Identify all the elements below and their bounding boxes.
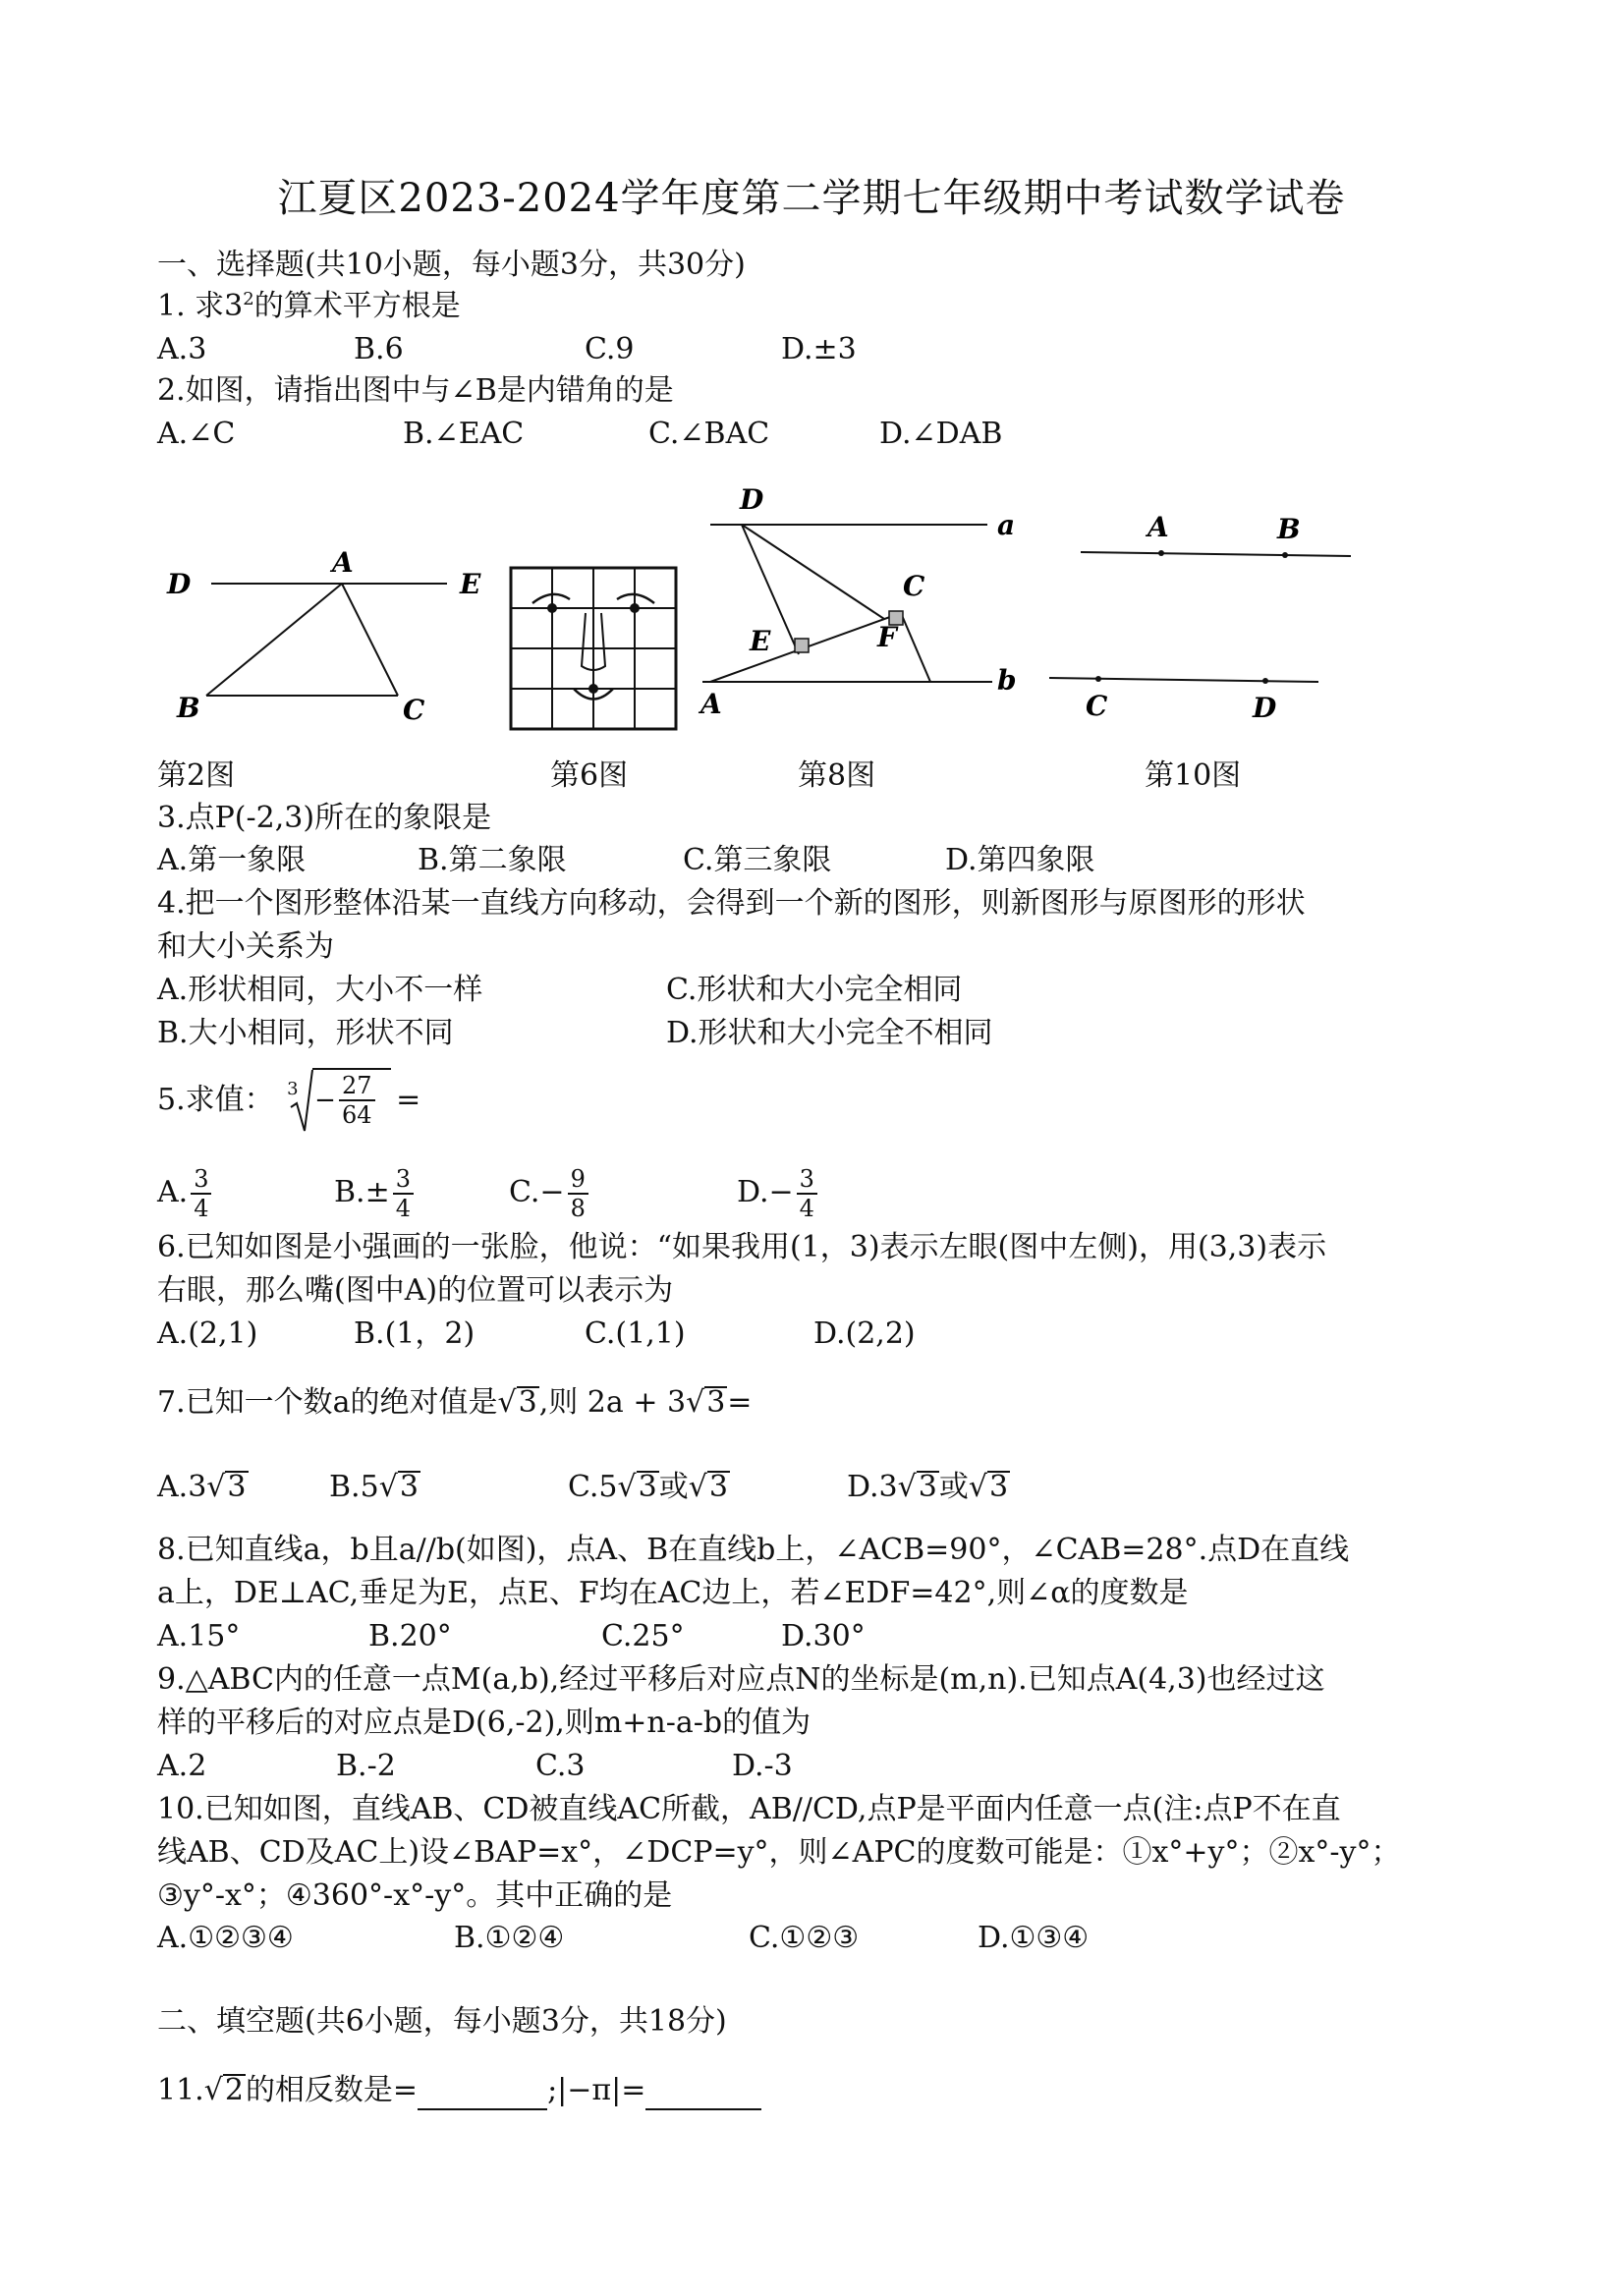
fig8-label-e: E [750,625,771,657]
section-1-heading: 一、选择题(共10小题，每小题3分，共30分) [157,248,746,282]
q5-d-sign: − [768,1175,794,1209]
question-6-line-1: 6.已知如图是小强画的一张脸，他说：“如果我用(1，3)表示左眼(图中左侧)，用(3,3)表示 [157,1230,1327,1264]
fig2-label-e: E [460,568,481,600]
q7-c-label: C. [568,1470,599,1504]
q5-d-label: D. [737,1175,769,1209]
q5-c-den: 8 [570,1195,586,1222]
q5-c-sign: − [539,1175,565,1209]
q5-option-c [509,1165,591,1222]
question-3: 3.点P(-2,3)所在的象限是 [157,801,492,835]
q5-b-sign: ± [364,1175,390,1209]
q7-b-root: 3 [399,1470,419,1504]
q7-d-or: 或 [938,1470,969,1504]
q5-b-den: 4 [395,1195,412,1222]
q7-a-root: 3 [227,1470,247,1504]
q7-b-label: B. [329,1470,361,1504]
q7-d-label: D. [847,1470,879,1504]
q5-radicand-sign: − [314,1086,336,1115]
q7-option-a: A.3√3 [157,1470,247,1504]
q7-b-coef: 5 [360,1470,379,1504]
page-title: 江夏区2023-2024学年度第二学期七年级期中考试数学试卷 [277,176,1346,221]
q6-option-a: A.(2,1) [157,1316,258,1351]
q7-stem-c: = [727,1385,753,1420]
q7-a-coef: 3 [188,1470,207,1504]
q5-denominator: 64 [341,1101,372,1129]
q7-root-1: 3 [518,1385,537,1420]
question-8-line-2: a上，DE⊥AC,垂足为E，点E、F均在AC边上，若∠EDF=42°,则∠α的度数是 [157,1576,1189,1610]
q10-option-d: D.①③④ [978,1921,1090,1955]
q11-text-a: 的相反数是= [245,2073,419,2107]
q7-c-root: 3 [638,1470,657,1504]
q2-option-d: D.∠DAB [879,417,1003,451]
q9-option-b: B.-2 [336,1749,396,1783]
q1-stem-end: 的算术平方根是 [253,289,461,323]
fig8-label-a-line: a [997,509,1016,541]
q7-c-coef: 5 [598,1470,618,1504]
question-10-line-1: 10.已知如图，直线AB、CD被直线AC所截，AB//CD,点P是平面内任意一点(注:点P不在直 [157,1792,1341,1826]
q1-stem: 1. 求3 [157,289,244,323]
figure-8-parallel-triangle [693,481,1032,727]
q11-root: 2 [224,2073,244,2107]
q5-option-d [737,1165,820,1222]
q5-c-num: 9 [568,1165,588,1195]
q7-a-label: A. [157,1470,189,1504]
question-2: 2.如图，请指出图中与∠B是内错角的是 [157,373,674,408]
q5-d-num: 3 [797,1165,817,1195]
caption-figure-10: 第10图 [1145,758,1242,793]
q8-option-a: A.15° [157,1619,241,1653]
q8-option-b: B.20° [368,1619,452,1653]
q5-a-num: 3 [191,1165,211,1195]
q7-stem-b: ,则 2a + 3 [538,1385,687,1420]
question-6-line-2: 右眼，那么嘴(图中A)的位置可以表示为 [157,1273,674,1308]
q5-d-den: 4 [799,1195,814,1222]
q9-option-a: A.2 [157,1749,207,1783]
q10-option-b: B.①②④ [454,1921,565,1955]
question-8-line-1: 8.已知直线a，b且a//b(如图)，点A、B在直线b上，∠ACB=90°，∠CAB=28°.点D在直线 [157,1533,1350,1567]
q1-option-d: D.±3 [781,332,857,366]
fig10-label-d: D [1253,692,1277,724]
right-eye-dot [630,603,640,613]
fig10-label-c: C [1086,690,1108,722]
q7-d-coef: 3 [878,1470,898,1504]
q3-option-c: C.第三象限 [683,843,832,877]
q11-text-b: ;|−π|= [547,2073,646,2107]
q6-option-d: D.(2,2) [813,1316,916,1351]
q3-option-d: D.第四象限 [945,843,1095,877]
fig8-label-f: F [877,621,897,653]
q5-b-num: 3 [393,1165,414,1195]
radical-sign-icon [289,1068,314,1135]
question-4-line-1: 4.把一个图形整体沿某一直线方向移动，会得到一个新的图形，则新图形与原图形的形状 [157,886,1306,921]
fig8-label-c: C [903,570,925,602]
question-9-line-2: 样的平移后的对应点是D(6,-2),则m+n-a-b的值为 [157,1706,812,1740]
q1-exponent: 2 [243,289,254,309]
fig8-label-d: D [740,483,764,516]
q5-root-index: 3 [287,1079,299,1099]
q5-b-label: B. [334,1175,365,1209]
q5-numerator: 27 [339,1072,375,1101]
left-eye-dot [547,603,557,613]
q5-a-label: A. [157,1175,189,1209]
q5-equals: = [396,1083,421,1117]
q7-c-or: 或 [658,1470,689,1504]
q10-option-a: A.①②③④ [157,1921,294,1955]
caption-figure-2: 第2图 [157,758,236,793]
q7-c-root-2: 3 [708,1470,728,1504]
q8-option-c: C.25° [601,1619,685,1653]
question-10-line-3: ③y°-x°；④360°-x°-y°。其中正确的是 [157,1878,673,1913]
question-11: 11.√2的相反数是= ;|−π|= [157,2071,761,2110]
question-1 [157,287,461,326]
q4-option-d: D.形状和大小完全不相同 [666,1016,993,1050]
q7-option-c: C.5√3或√3 [568,1470,728,1504]
q7-option-d: D.3√3或√3 [847,1470,1009,1504]
figure-2-triangle [157,540,511,727]
q7-stem-a: 7.已知一个数a的绝对值是 [157,1385,498,1420]
q5-option-a [157,1165,214,1222]
q5-stem: 5.求值： [157,1083,274,1117]
q9-option-c: C.3 [535,1749,586,1783]
q9-option-d: D.-3 [732,1749,793,1783]
fig2-label-a: A [332,546,354,579]
fig8-label-b-line: b [997,664,1017,697]
q7-d-root-2: 3 [988,1470,1009,1504]
q2-option-c: C.∠BAC [648,417,770,451]
q1-option-c: C.9 [585,332,635,366]
q1-option-b: B.6 [354,332,404,366]
q11-number: 11. [157,2073,204,2107]
q2-option-b: B.∠EAC [403,417,525,451]
q10-option-c: C.①②③ [749,1921,860,1955]
q8-option-d: D.30° [781,1619,866,1653]
figure-6-grid-face [509,566,678,731]
figure-10-two-lines [1041,501,1356,727]
q4-option-a: A.形状相同，大小不一样 [157,973,483,1007]
q3-option-a: A.第一象限 [157,843,307,877]
q5-a-den: 4 [194,1195,209,1222]
question-10-line-2: 线AB、CD及AC上)设∠BAP=x°，∠DCP=y°，则∠APC的度数可能是：①x°+y°；②x°-y°； [157,1835,1401,1870]
q1-option-a: A.3 [157,332,207,366]
question-4-line-2: 和大小关系为 [157,929,334,964]
q7-d-root: 3 [918,1470,937,1504]
mouth-dot [588,684,598,694]
q11-answer-blank-1[interactable] [418,2079,547,2110]
section-2-heading: 二、填空题(共6小题，每小题3分，共18分) [157,2004,727,2039]
fig2-label-d: D [167,568,192,600]
q3-option-b: B.第二象限 [418,843,567,877]
fig10-label-b: B [1277,513,1301,545]
fig10-label-a: A [1147,511,1169,543]
question-9-line-1: 9.△ABC内的任意一点M(a,b),经过平移后对应点N的坐标是(m,n).已知点A(4,3)也经过这 [157,1662,1325,1697]
q5-c-label: C. [509,1175,540,1209]
q5-option-b [334,1165,417,1222]
fig8-label-a: A [700,688,722,720]
question-5 [157,1072,421,1129]
q4-option-c: C.形状和大小完全相同 [666,973,963,1007]
q5-cube-root [283,1072,396,1129]
fig2-label-b: B [177,692,200,724]
q7-root-2: 3 [706,1385,726,1420]
q2-option-a: A.∠C [157,417,236,451]
q4-option-b: B.大小相同，形状不同 [157,1016,454,1050]
fig2-label-c: C [403,694,425,726]
caption-figure-6: 第6图 [550,758,629,793]
caption-figure-8: 第8图 [798,758,876,793]
q7-option-b: B.5√3 [329,1470,419,1504]
q6-option-c: C.(1,1) [585,1316,686,1351]
question-7: 7.已知一个数a的绝对值是√3,则 2a + 3√3= [157,1385,753,1420]
q11-answer-blank-2[interactable] [645,2079,761,2110]
q6-option-b: B.(1，2) [354,1316,476,1351]
